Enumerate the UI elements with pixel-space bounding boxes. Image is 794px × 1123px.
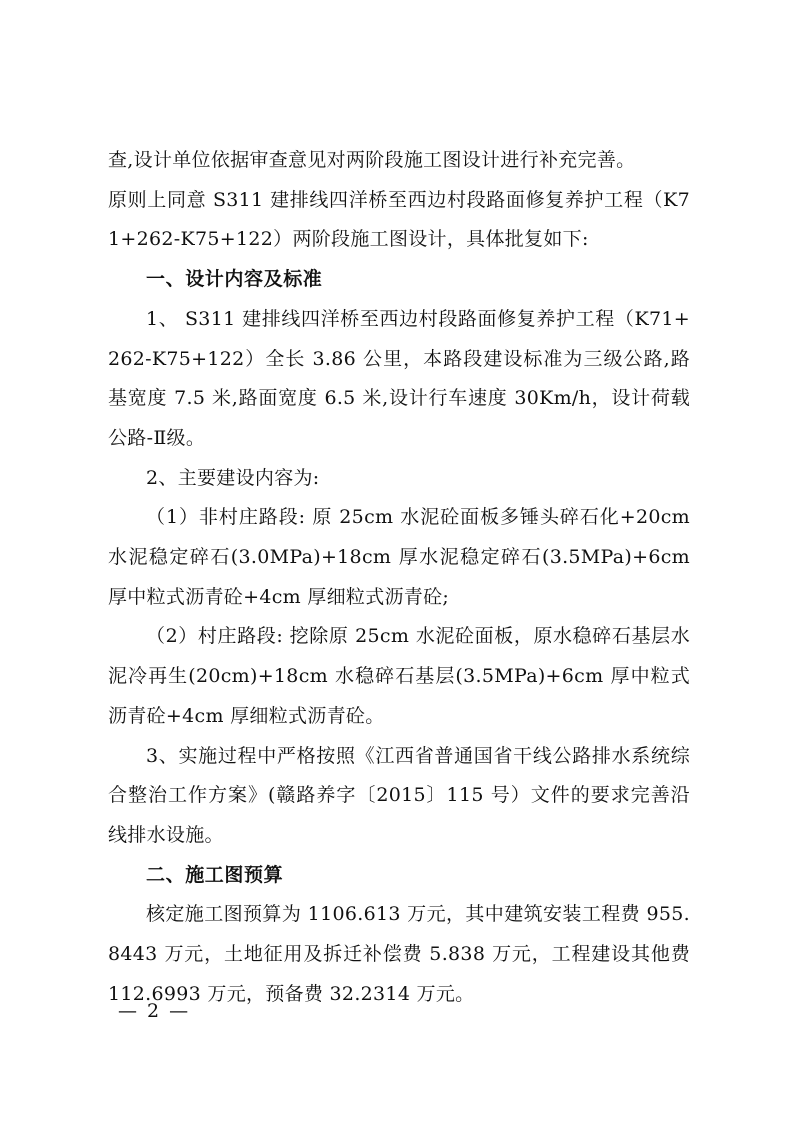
section-heading-budget: 二、施工图预算 [146, 863, 284, 886]
paragraph-item-2: 2、主要建设内容为: [146, 466, 320, 489]
document-body [108, 141, 690, 1014]
paragraph-item-3: 3、实施过程中严格按照《江西省普通国省干线公路排水系统综合整治工作方案》(赣路养字〔2015〕115 号）文件的要求完善沿线排水设施。 [108, 744, 690, 846]
paragraph-subitem-2: （2）村庄路段: 挖除原 25cm 水泥砼面板，原水稳碎石基层水泥冷再生(20cm)+18cm 水稳碎石基层(3.5MPa)+6cm 厚中粒式沥青砼+4cm 厚细粒式沥青砼。 [108, 625, 690, 727]
paragraph-continuation: 查,设计单位依据审查意见对两阶段施工图设计进行补充完善。 [108, 149, 636, 171]
paragraph-approval: 原则上同意 S311 建排线四洋桥至西边村段路面修复养护工程（K71+262-K75+122）两阶段施工图设计，具体批复如下: [108, 188, 690, 251]
paragraph-subitem-1: （1）非村庄路段: 原 25cm 水泥砼面板多锤头碎石化+20cm 水泥稳定碎石(3.0MPa)+18cm 厚水泥稳定碎石(3.5MPa)+6cm 厚中粒式沥青砼+4cm 厚细粒式沥青砼; [108, 506, 690, 608]
section-heading-design-content: 一、设计内容及标准 [146, 268, 323, 291]
paragraph-item-1: 1、 S311 建排线四洋桥至西边村段路面修复养护工程（K71+262-K75+122）全长 3.86 公里，本路段建设标准为三级公路,路基宽度 7.5 米,路面宽度 6.5 米,设计行车速度 30Km/h，设计荷载公路-Ⅱ级。 [108, 307, 690, 449]
page-number: — 2 — [118, 1000, 191, 1022]
paragraph-budget: 核定施工图预算为 1106.613 万元，其中建筑安装工程费 955.8443 万元，土地征用及拆迁补偿费 5.838 万元，工程建设其他费 112.6993 万元，预备费 32.2314 万元。 [108, 903, 690, 1005]
